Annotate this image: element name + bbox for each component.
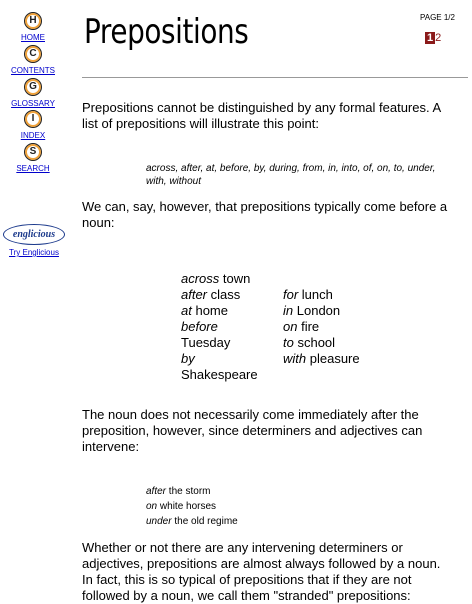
example-row: after class <box>181 287 241 302</box>
page-1-current: 1 <box>427 32 434 44</box>
example-row: in London <box>283 303 341 318</box>
paragraph-1: Prepositions cannot be distinguished by any formal features. A list of prepositions will illustrate this point: <box>82 100 441 131</box>
page-title: Prepositions <box>84 12 249 52</box>
preposition-list <box>146 162 456 188</box>
nav-home[interactable] <box>0 12 66 42</box>
try-englicious-link[interactable]: Try Englicious <box>9 248 59 257</box>
glossary-icon[interactable]: G <box>24 78 42 96</box>
nav-glossary[interactable] <box>0 78 66 108</box>
englicious-logo[interactable]: englicious <box>3 224 65 245</box>
nav-home-link[interactable]: HOME <box>21 33 45 42</box>
example-row: before Tuesday <box>181 319 231 350</box>
nav-contents[interactable] <box>0 45 66 75</box>
example-row: for lunch <box>283 287 333 302</box>
search-icon[interactable]: S <box>24 143 42 161</box>
example-row: under the old regime <box>146 516 238 527</box>
nav-glossary-link[interactable]: GLOSSARY <box>11 99 55 108</box>
examples-column-a <box>181 271 271 383</box>
nav-index[interactable] <box>0 110 66 140</box>
divider <box>82 77 468 78</box>
index-icon[interactable]: I <box>24 110 42 128</box>
paragraph-3: The noun does not necessarily come immediately after the preposition, however, since determiners and adjectives can intervene: <box>82 407 423 454</box>
nav-contents-link[interactable]: CONTENTS <box>11 66 55 75</box>
preposition-list-text: across, after, at, before, by, during, from, in, into, of, on, to, under, with, without <box>146 163 436 187</box>
nav-search[interactable] <box>0 143 66 173</box>
englicious-promo[interactable] <box>2 224 66 257</box>
page-indicator: PAGE 1/2 <box>420 13 455 22</box>
examples-column-b <box>283 287 393 367</box>
example-row: after the storm <box>146 486 211 497</box>
example-row: on fire <box>283 319 320 334</box>
nav-search-link[interactable]: SEARCH <box>16 164 50 173</box>
home-icon[interactable]: H <box>24 12 42 30</box>
contents-icon[interactable]: C <box>24 45 42 63</box>
page-2-link[interactable]: 2 <box>435 32 442 44</box>
nav-index-link[interactable]: INDEX <box>20 131 46 140</box>
intervening-examples <box>146 484 238 529</box>
example-row: on white horses <box>146 501 217 512</box>
pagination <box>425 32 441 44</box>
example-row: to school <box>283 335 336 350</box>
example-row: with pleasure <box>283 351 360 366</box>
example-row: by Shakespeare <box>181 351 258 382</box>
example-row: at home <box>181 303 228 318</box>
paragraph-4: Whether or not there are any intervening determiners or adjectives, prepositions are almost always followed by a noun. In fact, this is so typical of prepositions that if they are not followed by a noun, we call them "stranded" prepositions: <box>82 540 441 603</box>
example-row: across town <box>181 271 251 286</box>
paragraph-2: We can, say, however, that prepositions typically come before a noun: <box>82 199 448 230</box>
